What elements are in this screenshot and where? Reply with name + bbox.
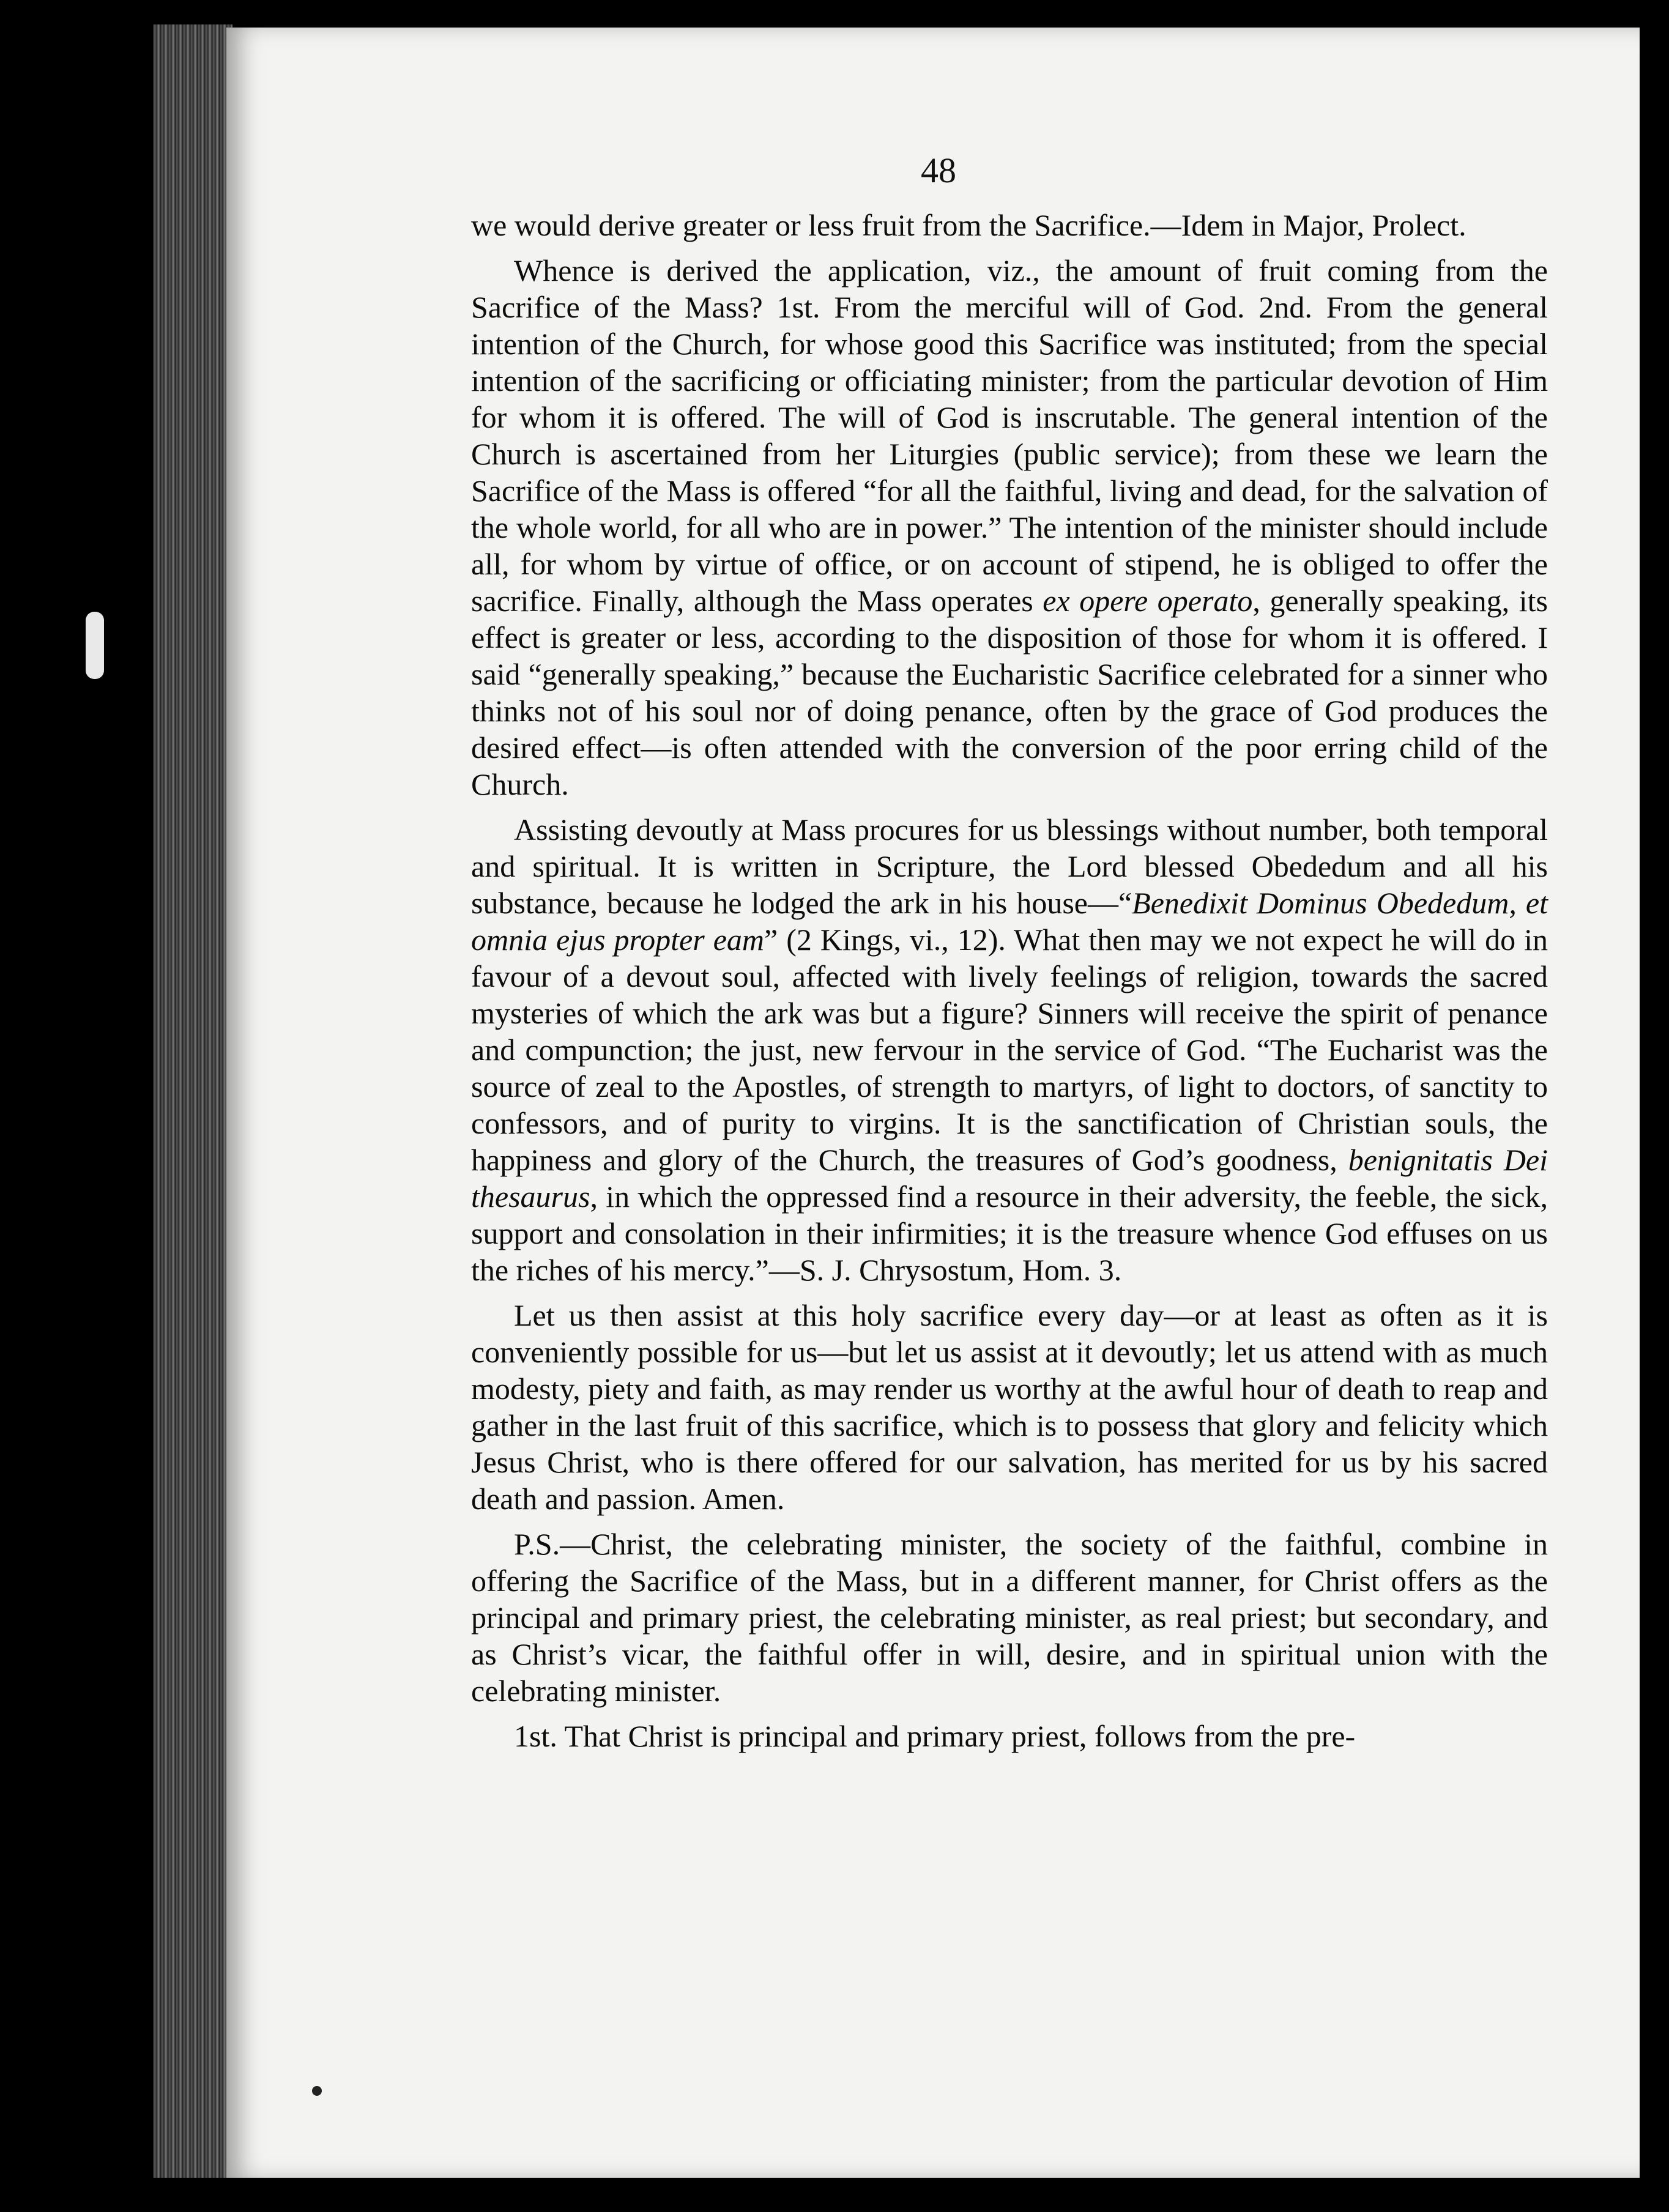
paragraph-2 [471, 252, 1548, 803]
paragraph-1-text: we would derive greater or less fruit from the Sacrifice.—Idem in Major, Prolect. [471, 208, 1466, 242]
paragraph-6-text: 1st. That Christ is principal and primary priest, follows from the pre- [514, 1719, 1356, 1753]
ink-speck [312, 2086, 322, 2096]
scan-border [1640, 0, 1669, 2212]
paragraph-6 [471, 1718, 1548, 1754]
paragraph-3 [471, 811, 1548, 1288]
paragraph-3-latin-phrase: benignitatis Dei thesaurus [471, 1143, 1548, 1214]
paragraph-5 [471, 1526, 1548, 1709]
paragraph-2-text: Whence is derived the application, viz., the amount of fruit coming from the Sacrifice of the Mass? 1st. From the merciful will of God. 2nd. From the general intention of the Church, for whose good this Sacrifice was instituted; from the special intention of the sacrificing or officiating minister; from the particular devotion of Him for whom it is offered. The will of God is inscrutable. The general intention of the Church is ascertained from her Liturgies (public service); from these we learn the Sacrifice of the Mass is offered “for all the faithful, living and dead, for the salvation of the whole world, for all who are in power.” The intention of the minister should include all, for whom by virtue of office, or on account of stipend, he is obliged to offer the sacrifice. Finally, although the Mass operates [471, 253, 1548, 618]
paragraph-5-text: P.S.—Christ, the celebrating minister, the society of the faithful, combine in offering the Sacrifice of the Mass, but in a different manner, for Christ offers as the principal and primary priest, the celebrating minister, as real priest; but secondary, and as Christ’s vicar, the faithful offer in will, desire, and in spiritual union with the celebrating minister. [471, 1527, 1548, 1708]
paragraph-3-tail-2: , in which the oppressed find a resource in their adversity, the feeble, the sick, support and consolation in their infirmities; it is the treasure whence God effuses on us the riches of his mercy.”—S. J. Chrysostum, Hom. 3. [471, 1179, 1548, 1287]
paragraph-2-tail: , generally speaking, its effect is greater or less, according to the disposition of those for whom it is offered. I said “generally speaking,” because the Eucharistic Sacrifice celebrated for a sinner who thinks not of his soul nor of doing penance, often by the grace of God produces the desired effect—is often attended with the conversion of the poor erring child of the Church. [471, 584, 1548, 801]
page-number: 48 [921, 150, 956, 190]
paragraph-3-tail: ” (2 Kings, vi., 12). What then may we not expect he will do in favour of a devout soul, affected with lively feelings of religion, towards the sacred mysteries of which the ark was but a figure? Sinners will receive the spirit of penance and compunction; the just, new fervour in the service of God. “The Eucharist was the source of zeal to the Apostles, of strength to martyrs, of light to doctors, of sanctity to confessors, and of purity to virgins. It is the sanctification of Christian souls, the happiness and glory of the Church, the treasures of God’s goodness, [471, 922, 1548, 1177]
binding-hole [86, 612, 104, 679]
body-text [471, 207, 1548, 1763]
paragraph-4-text: Let us then assist at this holy sacrifice every day—or at least as often as it is conveniently possible for us—but let us assist at it devoutly; let us attend with as much modesty, piety and faith, as may render us worthy at the awful hour of death to reap and gather in the last fruit of this sacrifice, which is to possess that glory and felicity which Jesus Christ, who is there offered for our salvation, has merited for us by his sacred death and passion. Amen. [471, 1298, 1548, 1516]
paragraph-3-text: Assisting devoutly at Mass procures for us blessings without number, both temporal and spiritual. It is written in Scripture, the Lord blessed Obededum and all his substance, because he lodged the ark in his house—“ [471, 812, 1548, 920]
paragraph-2-latin-phrase: ex opere operato [1043, 584, 1253, 618]
paragraph-4 [471, 1297, 1548, 1517]
paragraph-3-latin-quote: Benedixit Dominus Obededum, et omnia ejus propter eam [471, 886, 1548, 957]
book-page-edges [153, 24, 232, 2178]
paragraph-1 [471, 207, 1548, 243]
